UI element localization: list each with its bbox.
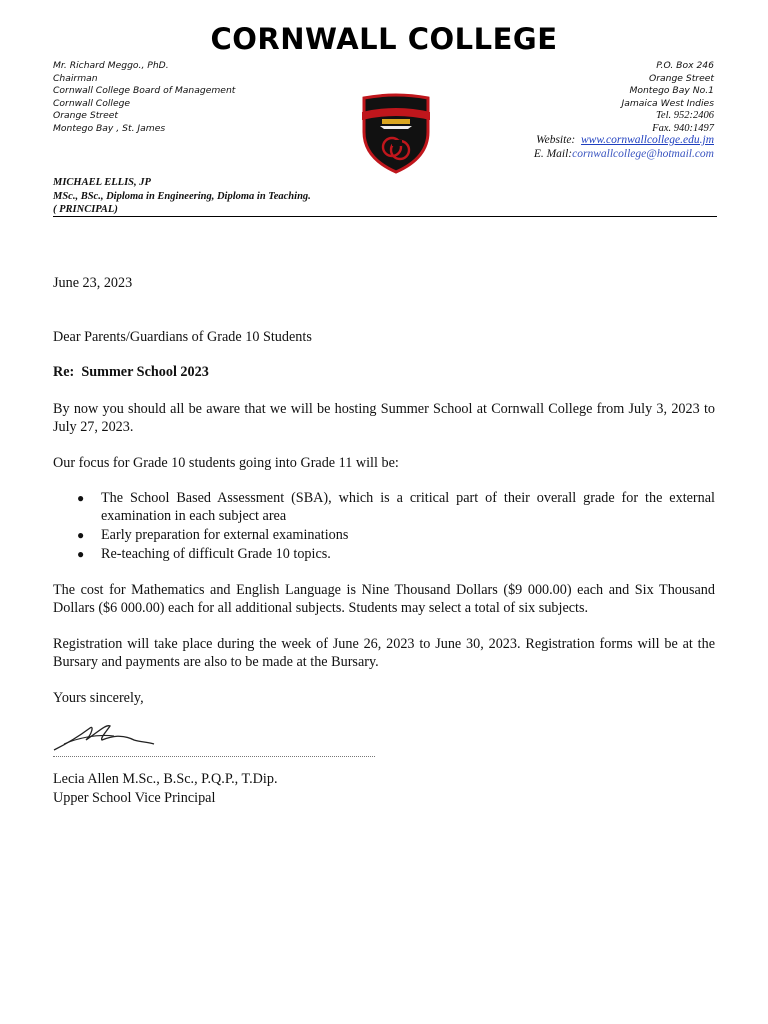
website-link[interactable]: www.cornwallcollege.edu.jm [581,134,714,146]
chairman-line: Orange Street [53,110,118,121]
fax-line: Fax. 940:1497 [652,122,714,134]
letter-salutation: Dear Parents/Guardians of Grade 10 Students [53,329,312,345]
list-item [53,526,715,544]
letter-date: June 23, 2023 [53,275,133,291]
chairman-line: Cornwall College Board of Management [53,85,236,96]
address-line: Jamaica West Indies [621,97,714,109]
paragraph-dates: By now you should all be aware that we will be hosting Summer School at Cornwall College from July 3, 2023 to July 27, 2023. [53,401,715,435]
telephone-line: Tel. 952:2406 [656,110,714,121]
college-crest-icon [360,92,432,174]
letter-subject [53,363,715,381]
signatory-title: Upper School Vice Principal [53,790,216,806]
address-line: Orange Street [649,72,714,84]
chairman-line: Mr. Richard Meggo., PhD. [53,60,169,71]
email-label: E. Mail: [533,148,573,160]
signatory-name: Lecia Allen M.Sc., B.Sc., P.Q.P., T.Dip. [53,771,278,787]
chairman-line: Chairman [53,72,98,84]
chairman-line: Cornwall College [53,97,131,109]
college-title: CORNWALL COLLEGE [210,22,558,56]
principal-name: MICHAEL ELLIS, JP [53,177,151,188]
college-address-block [454,60,714,135]
re-label: Re: [53,364,75,380]
list-item-text: Re-teaching of difficult Grade 10 topics. [101,546,331,562]
bullet-icon: ● [77,491,85,505]
chairman-address-block [53,60,313,135]
re-subject: Summer School 2023 [81,364,209,380]
principal-block [53,176,413,217]
signature-line [53,756,375,757]
letter-closing: Yours sincerely, [53,690,144,706]
list-item [53,545,715,563]
principal-credentials: MSc., BSc., Diploma in Engineering, Diploma in Teaching. [53,190,311,202]
signature-icon [52,720,156,754]
principal-role: ( PRINCIPAL) [53,204,118,215]
list-item-text: Early preparation for external examinations [101,527,349,543]
address-line: Montego Bay No.1 [629,85,714,96]
address-line: P.O. Box 246 [656,60,714,71]
bullet-icon: ● [77,528,85,542]
paragraph-cost: The cost for Mathematics and English Language is Nine Thousand Dollars ($9 000.00) each and Six Thousand Dollars ($6 000.00) each for all additional subjects. Students may select a total of six subjects. [53,582,715,616]
chairman-line: Montego Bay , St. James [53,122,166,134]
website-label: Website: [536,134,576,146]
paragraph-focus: Our focus for Grade 10 students going into Grade 11 will be: [53,455,399,471]
paragraph-registration: Registration will take place during the week of June 26, 2023 to June 30, 2023. Registration forms will be at the Bursary and payments are also to be made at the Bursary. [53,636,715,670]
bullet-icon: ● [77,547,85,561]
list-item [53,489,715,525]
focus-list [53,489,715,564]
list-item-text: The School Based Assessment (SBA), which is a critical part of their overall grade for the external examination in each subject area [101,490,715,524]
header-divider [53,216,717,217]
email-link[interactable]: cornwallcollege@hotmail.com [572,148,714,160]
